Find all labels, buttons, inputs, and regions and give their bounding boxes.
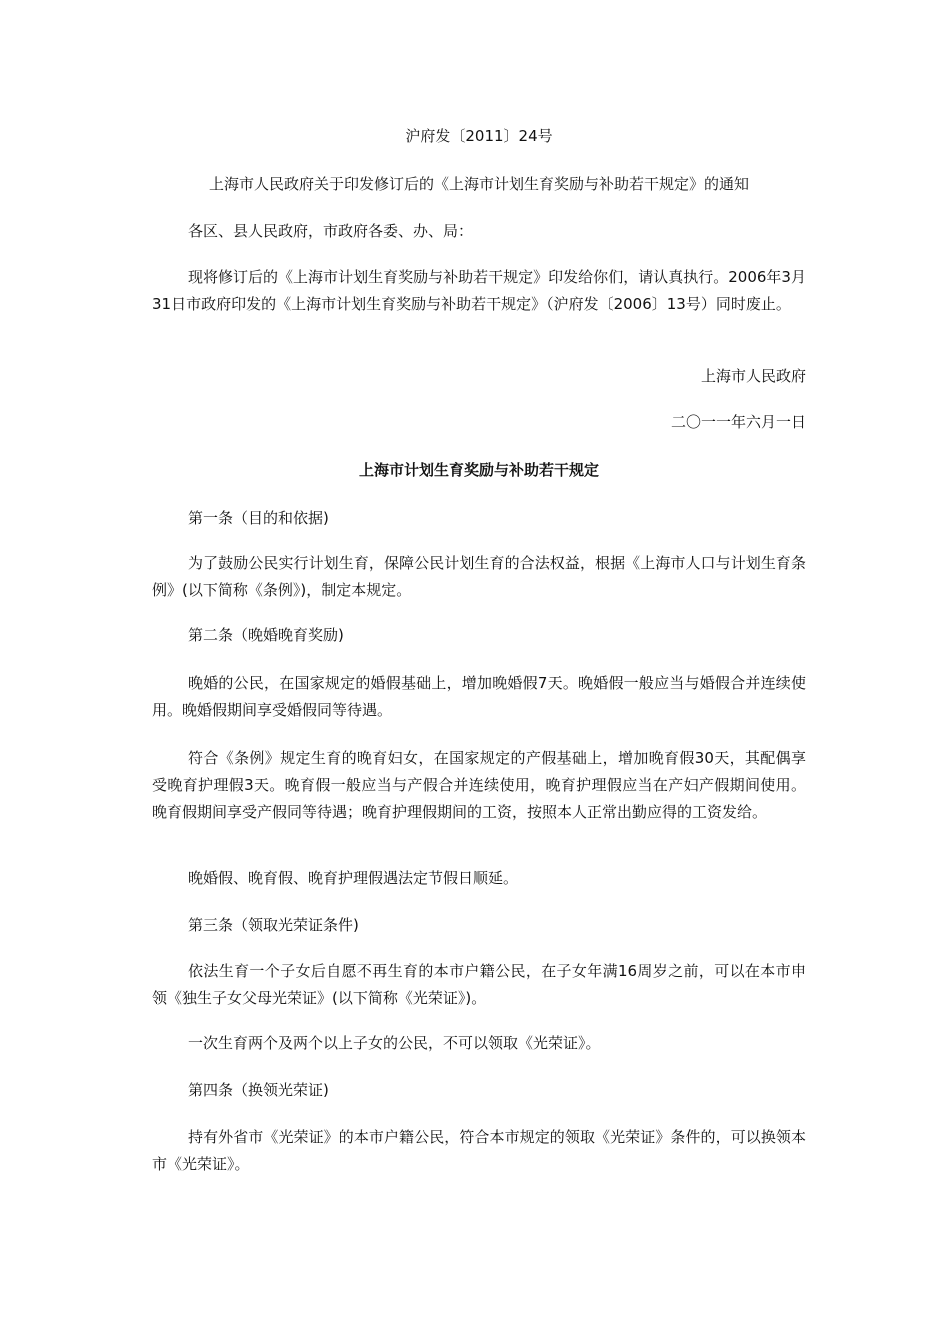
article-heading: 第三条（领取光荣证条件) — [188, 916, 359, 934]
article-paragraph: 晚婚的公民，在国家规定的婚假基础上，增加晚婚假7天。晚婚假一般应当与婚假合并连续使用。晚婚假期间享受婚假同等待遇。 — [152, 674, 806, 719]
intro-paragraph: 现将修订后的《上海市计划生育奖励与补助若干规定》印发给你们，请认真执行。2006年3月31日市政府印发的《上海市计划生育奖励与补助若干规定》（沪府发〔2006〕13号）同时废止。 — [152, 268, 806, 313]
salutation: 各区、县人民政府，市政府各委、办、局： — [188, 222, 474, 240]
signature-organization: 上海市人民政府 — [700, 367, 806, 385]
article-paragraph: 依法生育一个子女后自愿不再生育的本市户籍公民，在子女年满16周岁之前，可以在本市申领《独生子女父母光荣证》(以下简称《光荣证》)。 — [152, 962, 806, 1007]
document-page — [152, 0, 806, 1344]
article-paragraph: 晚婚假、晚育假、晚育护理假遇法定节假日顺延。 — [188, 869, 519, 887]
article-paragraph: 一次生育两个及两个以上子女的公民，不可以领取《光荣证》。 — [188, 1034, 601, 1052]
article-paragraph: 为了鼓励公民实行计划生育，保障公民计划生育的合法权益，根据《上海市人口与计划生育条例》(以下简称《条例》)，制定本规定。 — [152, 554, 806, 599]
regulation-title: 上海市计划生育奖励与补助若干规定 — [358, 461, 599, 479]
article-heading: 第一条（目的和依据) — [188, 509, 329, 527]
article-paragraph: 持有外省市《光荣证》的本市户籍公民，符合本市规定的领取《光荣证》条件的，可以换领本市《光荣证》。 — [152, 1128, 806, 1173]
article-heading: 第二条（晚婚晚育奖励) — [188, 626, 344, 644]
signature-date: 二〇一一年六月一日 — [670, 413, 806, 431]
article-paragraph: 符合《条例》规定生育的晚育妇女，在国家规定的产假基础上，增加晚育假30天，其配偶享受晚育护理假3天。晚育假一般应当与产假合并连续使用，晚育护理假应当在产妇产假期间使用。晚育假期间享受产假同等待遇；晚育护理假期间的工资，按照本人正常出勤应得的工资发给。 — [152, 749, 806, 821]
article-heading: 第四条（换领光荣证) — [188, 1081, 329, 1099]
notice-title: 上海市人民政府关于印发修订后的《上海市计划生育奖励与补助若干规定》的通知 — [208, 175, 749, 193]
document-number: 沪府发〔2011〕24号 — [405, 127, 553, 145]
